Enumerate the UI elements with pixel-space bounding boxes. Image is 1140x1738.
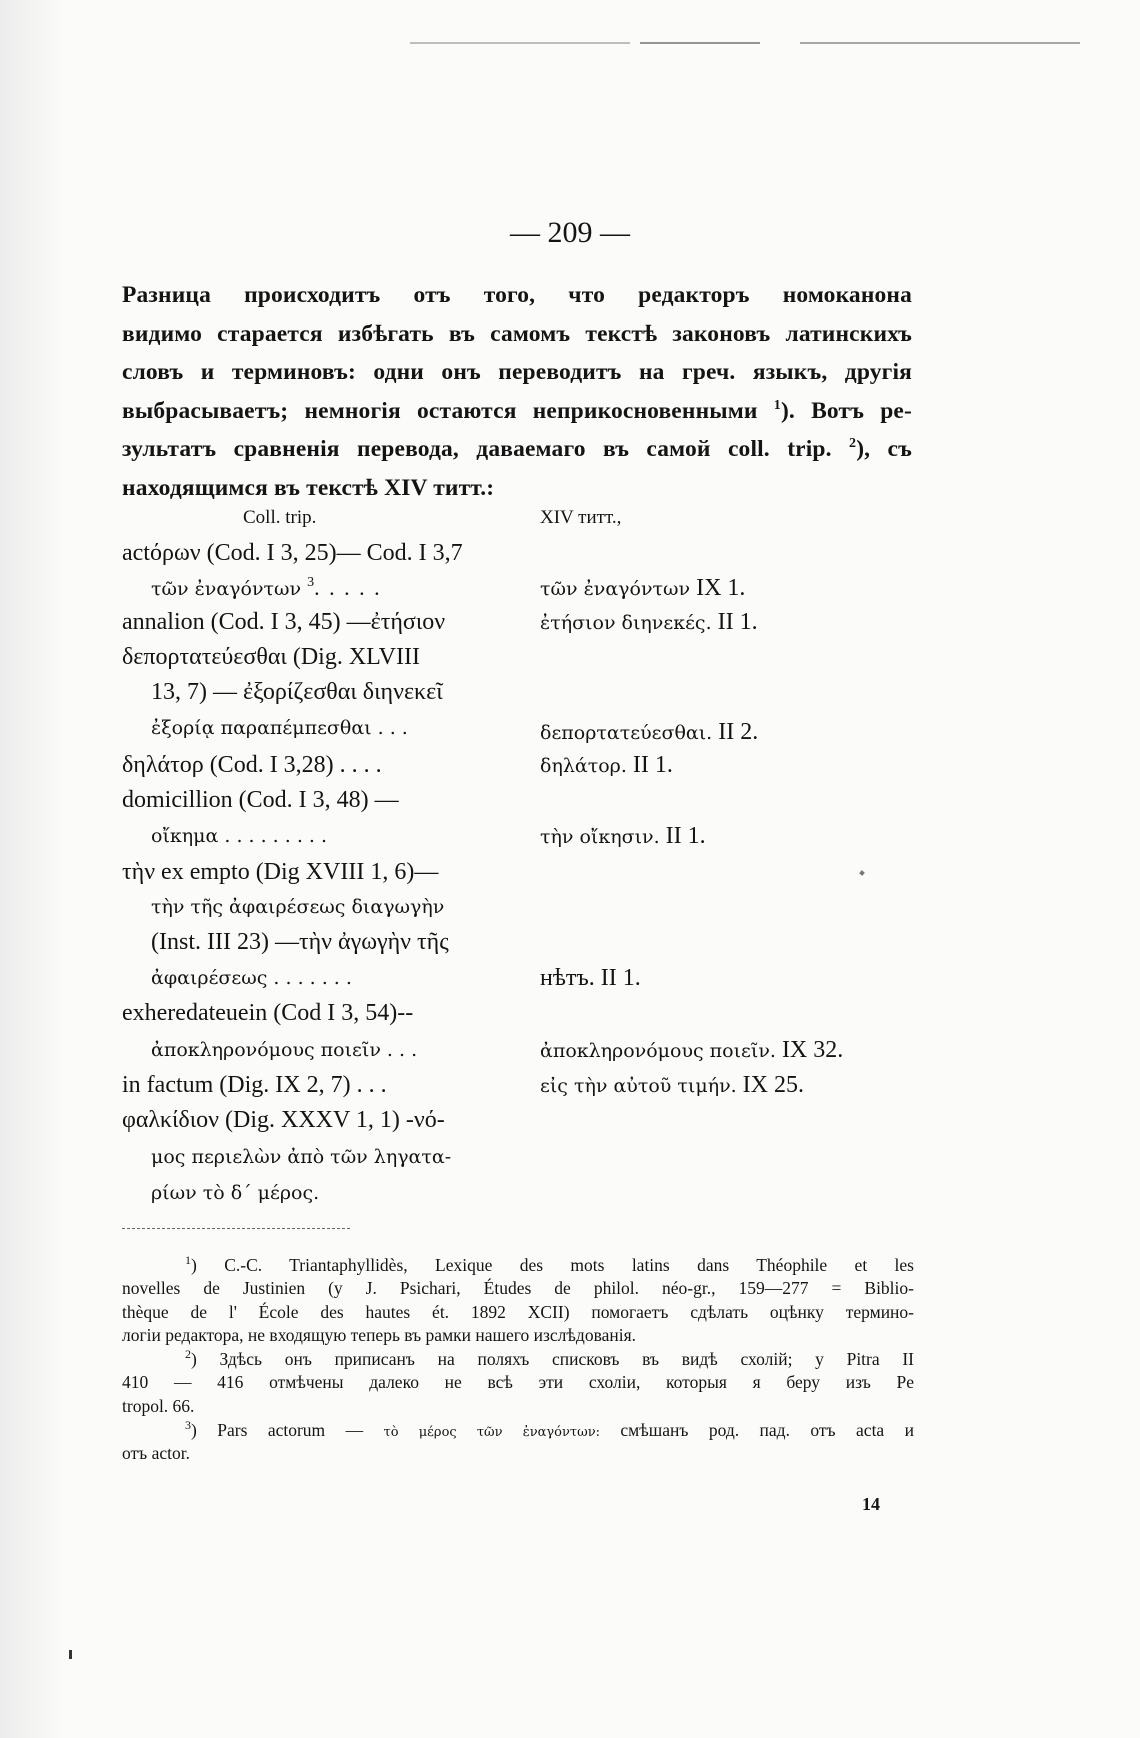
right-entry-ref: IX 32. — [781, 1037, 844, 1063]
paragraph-line: словъ и терминовъ: одни онъ переводитъ на греч. языкъ, другія — [122, 359, 912, 386]
left-entry: φαλκίδιον (Dig. XXXV 1, 1) -νό- — [122, 1107, 445, 1133]
right-entry-ref: II 1. — [632, 752, 673, 778]
right-entry-greek: δηλάτορ. — [540, 755, 627, 777]
footnote-line: novelles de Justinien (y J. Psichari, Études de philol. néo-gr., 159—277 = Biblio- — [122, 1278, 914, 1299]
right-entry: нѣтъ. II 1. — [540, 965, 641, 991]
footnote-mark: 3 — [185, 1418, 191, 1432]
footnote-text: смѣшанъ род. пад. отъ acta и — [599, 1420, 914, 1440]
footnote-1 — [122, 1254, 914, 1348]
left-entry: μος περιελὼν ἀπὸ τῶν ληγατα- — [151, 1146, 452, 1168]
paragraph-line — [122, 392, 912, 431]
right-entry-greek: ἐτήσιον διηνεκές. — [540, 612, 712, 634]
left-entry: 13, 7) — ἐξορίζεσθαι διηνεκεῖ — [151, 679, 443, 705]
footnote-line: логіи редактора, не входящую теперь въ рамки нашего изслѣдованія. — [122, 1325, 637, 1346]
right-entry-greek: τὴν οἴκησιν. — [540, 826, 660, 848]
right-entry-ref: II 1. — [665, 823, 706, 849]
leader-dots: . . . . . — [314, 575, 382, 600]
right-entry — [540, 1034, 843, 1067]
right-entry — [540, 606, 758, 639]
paragraph-line: Разница происходитъ отъ того, что редакторъ номоканона — [122, 282, 912, 308]
right-entry — [540, 749, 673, 782]
scan-speck — [859, 870, 865, 876]
footnote-text: ) Здѣсь онъ приписанъ на поляхъ списковъ въ видѣ схолій; у Pitra II — [191, 1349, 914, 1369]
footnote-ref: 1 — [773, 397, 781, 413]
right-entry-ref: II 1. — [717, 609, 758, 635]
right-entry — [540, 820, 706, 853]
footnote-line: отъ actor. — [122, 1443, 190, 1464]
left-entry: τὴν τῆς ἀφαιρέσεως διαγωγὴν — [151, 896, 445, 918]
left-entry: annalion (Cod. I 3, 45) —ἐτήσιον — [122, 609, 446, 635]
paragraph-line: находящимся въ текстѣ XIV титт.: — [122, 474, 495, 501]
right-entry — [540, 716, 758, 749]
right-entry-greek: δεπορτατεύεσθαι. — [540, 722, 713, 744]
left-entry: ἐξορίᾳ παραπέμπεσθαι . . . — [151, 717, 408, 739]
left-entry: ἀφαιρέσεως . . . . . . . — [151, 967, 352, 989]
paragraph-line-text: зультатъ сравненія перевода, даваемаго въ самой coll. trip. — [122, 436, 832, 463]
left-entry: δεπορτατεύεσθαι (Dig. XLVIII — [122, 644, 420, 670]
paragraph-line-text: выбрасываетъ; немногія остаются неприкосновенными — [122, 397, 758, 424]
left-entry: τὴν ex empto (Dig XVIII 1, 6)— — [122, 859, 439, 885]
scan-top-rule — [410, 42, 630, 44]
right-entry-greek: τῶν ἐναγόντων — [540, 578, 691, 600]
footnote-line — [122, 1419, 914, 1442]
scan-top-rule — [640, 42, 760, 44]
footnote-2 — [122, 1348, 914, 1418]
left-entry: in factum (Dig. IX 2, 7) . . . — [122, 1072, 387, 1098]
left-entry: οἴκημα . . . . . . . . . — [151, 825, 328, 847]
footnote-line — [122, 1254, 914, 1277]
left-entry — [151, 572, 382, 605]
intro-paragraph — [122, 276, 912, 508]
paragraph-line: видимо старается избѣгать въ самомъ текстѣ законовъ латинскихъ — [122, 320, 912, 347]
right-entry-greek: εἰς τὴν αὐτοῦ τιμήν. — [540, 1075, 737, 1097]
left-column-header: Coll. trip. — [243, 507, 317, 528]
paragraph-line-tail: ), съ — [856, 436, 912, 463]
footnote-3 — [122, 1419, 914, 1466]
left-entry: ἀποκληρονόμους ποιεῖν . . . — [151, 1039, 418, 1061]
footnote-ref: 2 — [849, 436, 857, 452]
footnote-mark: 2 — [185, 1347, 191, 1361]
footnote-greek: τὸ μέρος τῶν ἐναγόντων: — [383, 1425, 600, 1440]
footnote-line: thèque de l' École des hautes ét. 1892 XCII) помогаетъ сдѣлать оцѣнку термино- — [122, 1301, 914, 1322]
footnote-line: 410 — 416 отмѣчены далеко не всѣ эти схоліи, которыя я беру изъ Pe — [122, 1372, 914, 1393]
right-column-header: XIV титт., — [540, 507, 622, 528]
left-entry: δηλάτορ (Cod. I 3,28) . . . . — [122, 752, 382, 778]
signature-mark: 14 — [862, 1494, 880, 1514]
right-entry-ref: II 2. — [718, 719, 759, 745]
footnote-text: ) C.-C. Triantaphyllidès, Lexique des mots latins dans Théophile et les — [191, 1255, 914, 1275]
footnote-mark: 1 — [185, 1253, 191, 1267]
right-entry — [540, 1069, 804, 1102]
left-entry: domicillion (Cod. I 3, 48) — — [122, 787, 399, 813]
footnote-ref: 3 — [307, 575, 315, 590]
footnote-line — [122, 1348, 914, 1371]
scan-edge-shadow — [0, 0, 64, 1738]
right-entry-ref: IX 1. — [696, 575, 746, 601]
right-entry-greek: ἀποκληρονόμους ποιεῖν. — [540, 1040, 776, 1062]
footnote-line: tropol. 66. — [122, 1395, 195, 1416]
scan-speck — [69, 1650, 72, 1659]
footnote-text: ) Pars actorum — — [191, 1420, 384, 1440]
left-entry: exheredateuein (Cod I 3, 54)-- — [122, 1000, 414, 1026]
footnote-separator — [122, 1228, 350, 1230]
left-entry: actόρων (Cod. I 3, 25)— Cod. I 3,7 — [122, 540, 463, 566]
right-entry-ref: IX 25. — [742, 1072, 804, 1098]
paragraph-line — [122, 430, 912, 469]
scan-top-rule — [800, 42, 1080, 44]
left-entry: (Inst. III 23) —τὴν ἀγωγὴν τῆς — [151, 929, 449, 955]
left-entry: ρίων τὸ δ΄ μέρος. — [151, 1182, 320, 1204]
right-entry — [540, 572, 745, 605]
paragraph-line-tail: ). Вотъ ре- — [780, 397, 912, 424]
page-number: — 209 — — [510, 216, 630, 249]
left-entry-greek: τῶν ἐναγόντων — [151, 578, 302, 600]
